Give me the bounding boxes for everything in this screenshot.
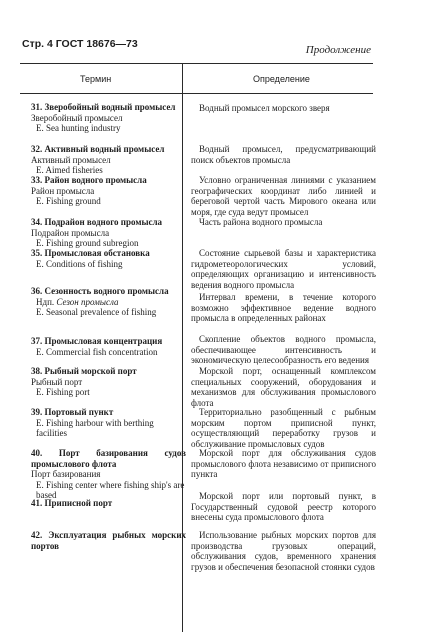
term-deprecated: Сезон промысла <box>56 296 119 307</box>
term-title: 35. Промысловая обстановка <box>31 248 150 258</box>
definition-41 <box>191 491 376 523</box>
term-title: 40. Порт базирования судов промыслового флота <box>31 448 186 469</box>
term-32 <box>31 144 186 176</box>
definition-38 <box>191 366 376 408</box>
term-42 <box>31 530 186 551</box>
term-38 <box>31 366 186 398</box>
term-title: 36. Сезонность водного промысла <box>31 286 169 296</box>
header-rule <box>20 93 373 94</box>
term-english: E. Fishing harbour with berthing facilities <box>36 417 154 438</box>
definition-40 <box>191 448 376 480</box>
definition-text: Морской порт или портовый пункт, в Государственный судовой реестр которого внесены суда промыслового флота <box>191 491 376 522</box>
definition-33 <box>191 175 376 217</box>
term-title: 33. Район водного промысла <box>31 175 147 185</box>
term-english: E. Fishing ground <box>36 196 101 206</box>
definition-42 <box>191 530 376 572</box>
term-synonym: Порт базирования <box>31 469 101 479</box>
definition-37 <box>191 334 376 366</box>
term-39 <box>31 407 186 439</box>
definition-text: Морской порт, оснащенный комплексом специальных сооружений, оборудования и механизмов для обслуживания промыслового флота <box>191 366 376 408</box>
term-english: E. Seasonal prevalence of fishing <box>36 307 157 317</box>
term-english: E. Fishing port <box>36 387 90 397</box>
term-english: E. Fishing ground subregion <box>36 238 139 248</box>
term-deprecated-mark: Ндп. <box>36 296 55 307</box>
term-title: 32. Активный водный промысел <box>31 144 165 154</box>
definition-35 <box>191 248 376 290</box>
term-37 <box>31 336 186 357</box>
definition-36 <box>191 292 376 324</box>
definition-text: Морской порт для обслуживания судов промыслового флота независимо от приписного пункта <box>191 448 376 479</box>
term-synonym: Рыбный порт <box>31 376 83 387</box>
definition-32 <box>191 144 376 165</box>
definition-text: Водный промысел морского зверя <box>199 103 330 113</box>
definition-text: Часть района водного промысла <box>199 217 323 227</box>
definition-text: Скопление объектов водного промысла, обеспечивающее интенсивность и экономическую целесообразность его ведения <box>191 334 376 365</box>
term-title: 41. Приписной порт <box>31 498 113 508</box>
definition-text: Территориально разобщенный с рыбным морским портом приписной пункт, осуществляющий переработку грузов и обслуживание промысловых судов <box>191 407 376 449</box>
term-33 <box>31 175 186 207</box>
term-title: 38. Рыбный морской порт <box>31 366 137 376</box>
term-synonym: Район промысла <box>31 185 95 196</box>
term-english: E. Aimed fisheries <box>36 165 103 175</box>
definition-text: Состояние сырьевой базы и характеристика гидрометеорологических условий, определяющих организацию и интенсивность ведения водного промысла <box>191 248 376 290</box>
term-title: 31. Зверобойный водный промысел <box>31 102 176 112</box>
definition-34 <box>191 217 376 228</box>
term-40 <box>31 448 186 501</box>
definition-text: Использование рыбных морских портов для производства грузовых операций, обслуживания судов, временного хранения грузов и обеспечения безопасной стоянки судов <box>191 530 376 572</box>
term-english: E. Fishing center where fishing ship's are based <box>36 479 185 500</box>
term-synonym: Активный промысел <box>31 154 111 165</box>
term-41 <box>31 498 186 509</box>
continuation-label: Продолжение <box>305 44 371 56</box>
column-header-definition: Определение <box>253 74 310 84</box>
term-36 <box>31 286 186 318</box>
term-title: 37. Промысловая концентрация <box>31 336 163 346</box>
term-31 <box>31 102 186 134</box>
term-english: E. Commercial fish concentration <box>36 346 158 357</box>
definition-text: Условно ограниченная линиями с указанием географических координат либо линией и береговой чертой часть Мирового океана или моря, где суда ведут промысел <box>191 175 376 217</box>
term-english: E. Sea hunting industry <box>36 123 121 133</box>
term-34 <box>31 217 186 249</box>
term-title: 42. Эксплуатация рыбных морских портов <box>31 530 186 551</box>
column-header-term: Термин <box>80 74 112 84</box>
definition-text: Водный промысел, предусматривающий поиск объектов промысла <box>191 144 376 165</box>
term-synonym: Зверобойный промысел <box>31 112 123 123</box>
term-synonym: Подрайон промысла <box>31 227 110 238</box>
term-english: E. Conditions of fishing <box>36 258 123 269</box>
term-35 <box>31 248 186 269</box>
term-title: 34. Подрайон водного промысла <box>31 217 163 227</box>
definition-text: Интервал времени, в течение которого возможно эффективное ведение водного промысла в определенных районах <box>191 292 376 323</box>
page-header: Стр. 4 ГОСТ 18676—73 <box>22 38 138 50</box>
definition-31 <box>191 103 376 114</box>
term-title: 39. Портовый пункт <box>31 407 114 417</box>
definition-39 <box>191 407 376 449</box>
